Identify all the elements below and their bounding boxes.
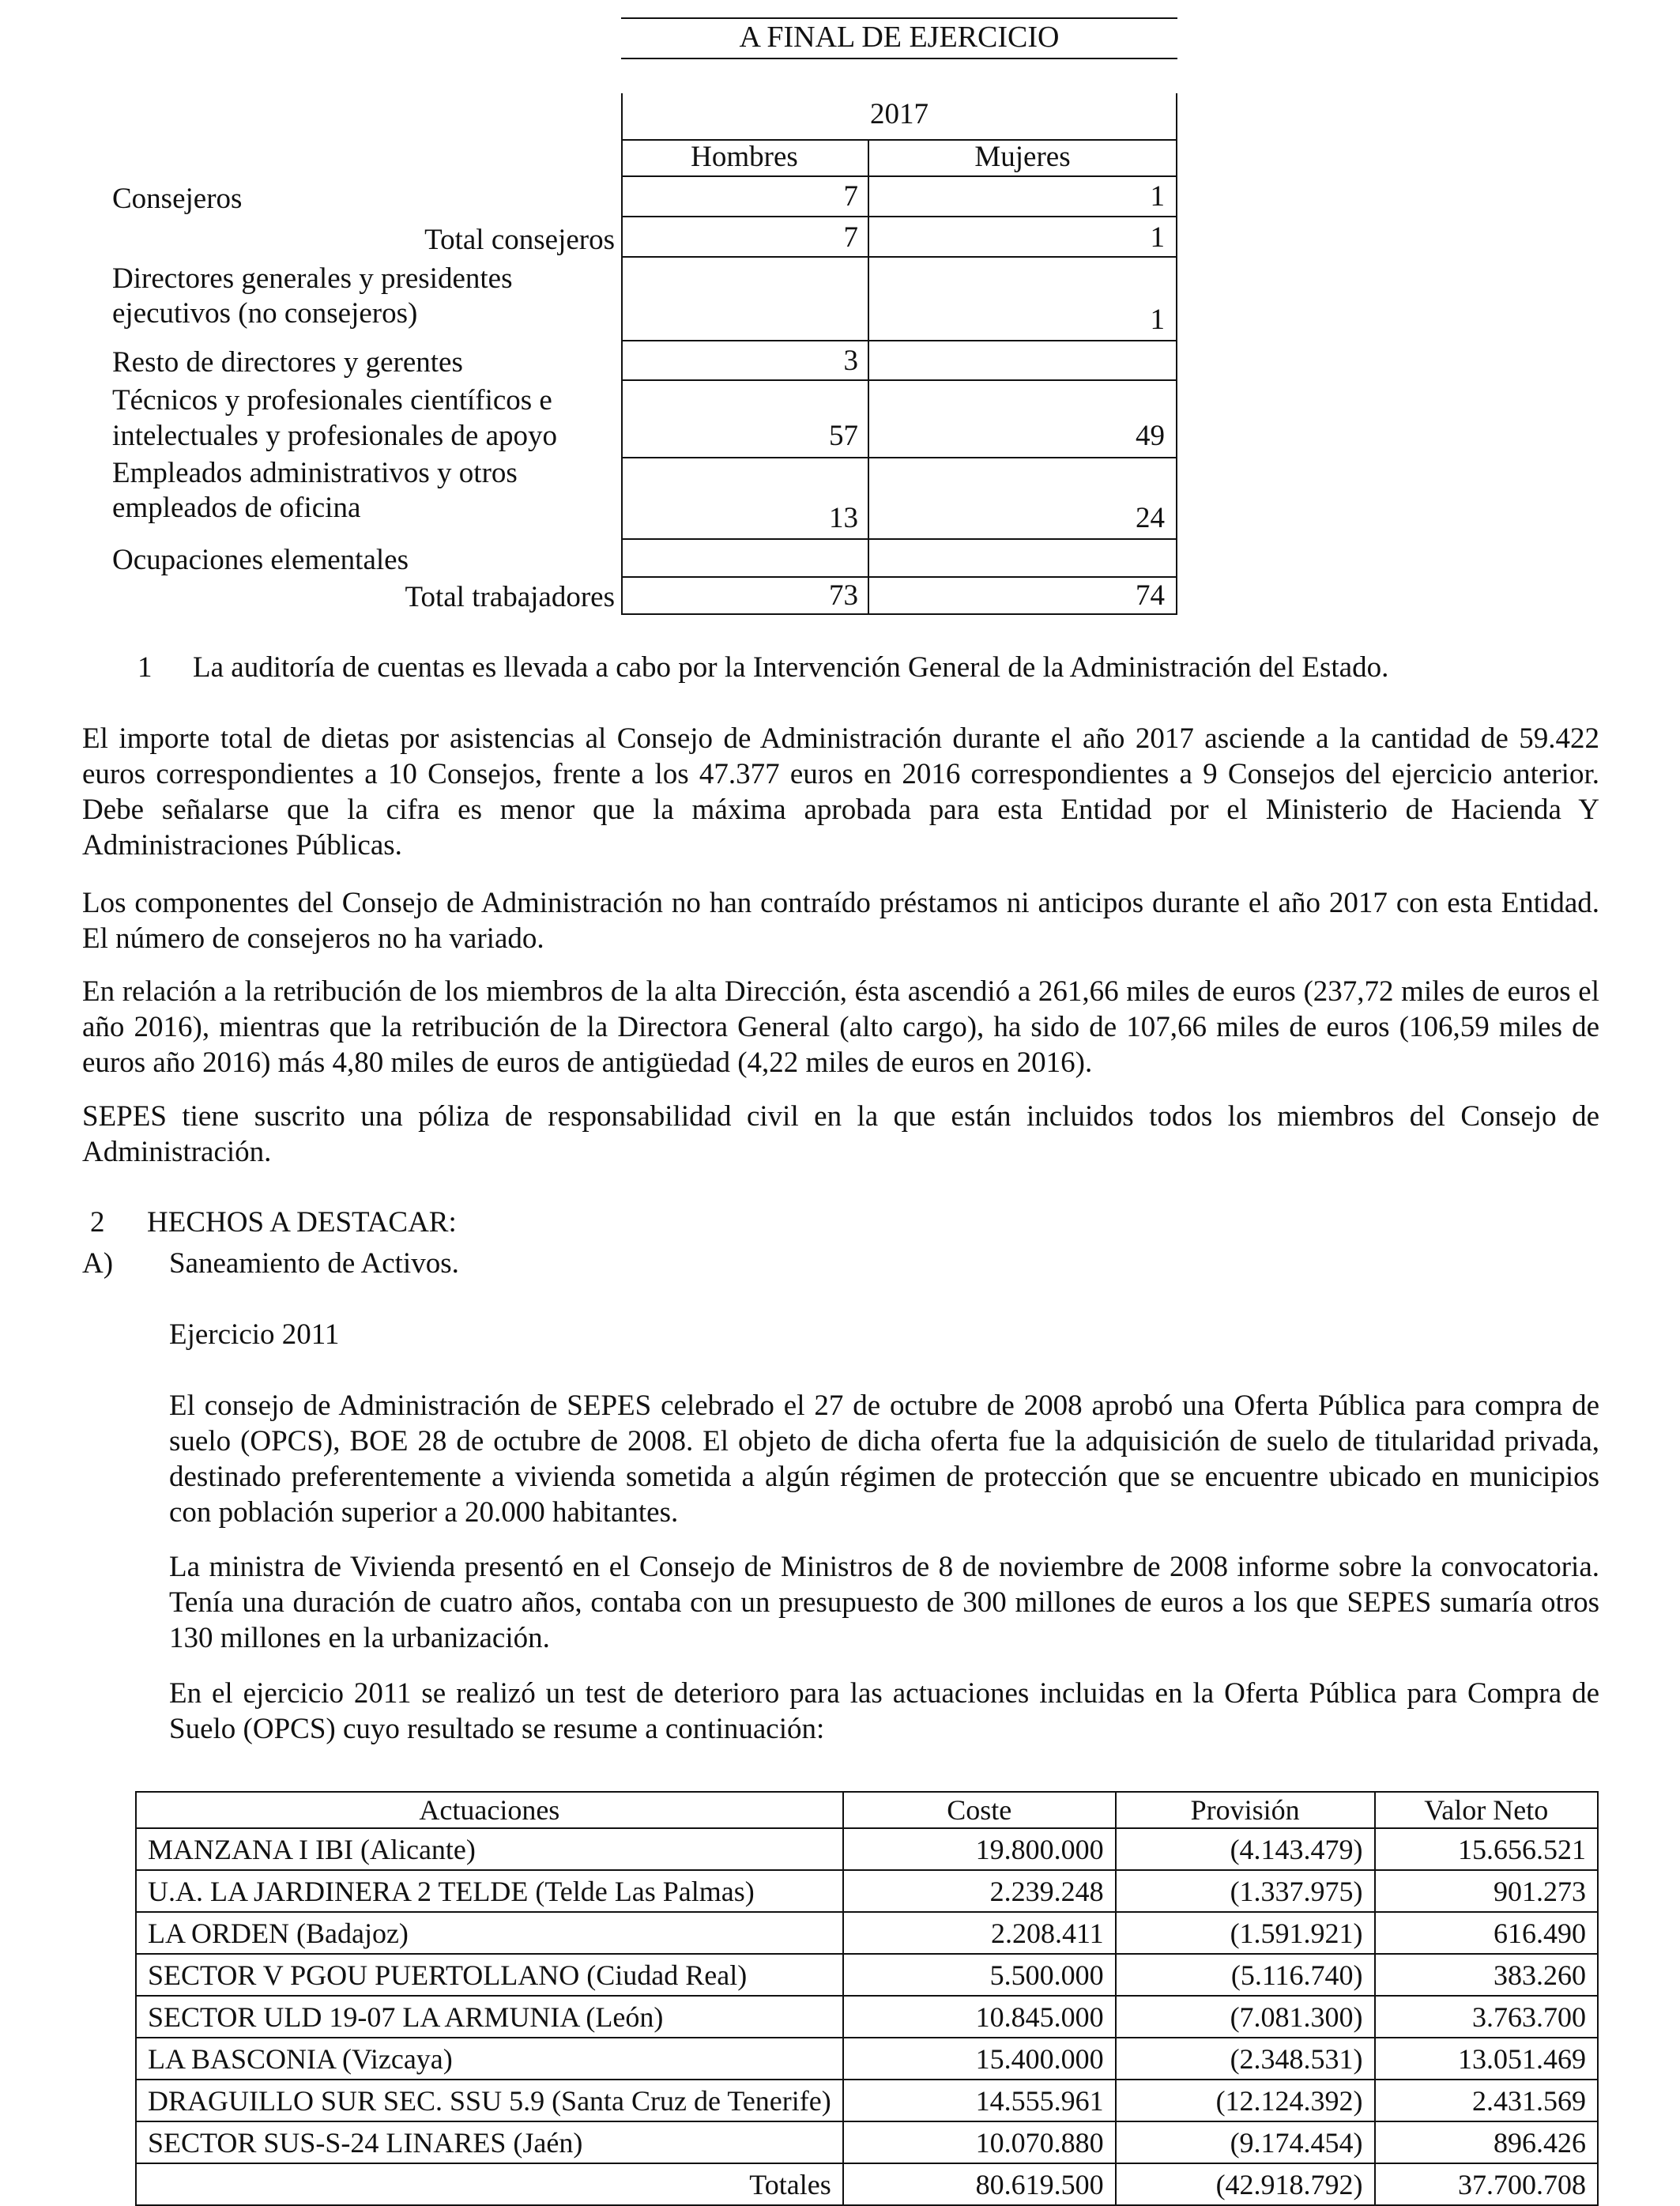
column-header-valor-neto: Valor Neto xyxy=(1375,1792,1598,1828)
row-label-total-trabajadores: Total trabajadores xyxy=(405,581,615,613)
total-coste: 80.619.500 xyxy=(843,2163,1116,2205)
table-row xyxy=(136,2038,1598,2080)
cell-actuacion: DRAGUILLO SUR SEC. SSU 5.9 (Santa Cruz de Tenerife) xyxy=(136,2080,843,2121)
total-provision: (42.918.792) xyxy=(1116,2163,1375,2205)
staff-table-grid xyxy=(621,93,1177,615)
cell-mujeres: 24 xyxy=(1136,502,1165,534)
cell-provision: (7.081.300) xyxy=(1116,1996,1375,2038)
cell-coste: 10.845.000 xyxy=(843,1996,1116,2038)
grid-hline xyxy=(621,457,1177,458)
year-heading: Ejercicio 2011 xyxy=(169,1318,340,1351)
cell-mujeres: 49 xyxy=(1136,420,1165,452)
cell-provision: (12.124.392) xyxy=(1116,2080,1375,2121)
paragraph-test-deterioro: En el ejercicio 2011 se realizó un test de deterioro para las actuaciones incluidas en la Oferta Pública para Compra de Suelo (OPCS) cuyo resultado se resume a continuación: xyxy=(169,1677,1599,1745)
cell-coste: 2.208.411 xyxy=(843,1912,1116,1954)
row-label-directores-2: ejecutivos (no consejeros) xyxy=(112,297,418,330)
cell-valor-neto: 616.490 xyxy=(1375,1912,1598,1954)
paragraph-dietas: El importe total de dietas por asistencias al Consejo de Administración durante el año 2017 asciende a la cantidad de 59.422 euros correspondientes a 10 Consejos, frente a los 47.377 euros en 2016 correspondientes a 9 Consejos del ejercicio anterior. Debe señalarse que la cifra es menor que la máxima aprobada para esta Entidad por el Ministerio de Hacienda Y Administraciones Públicas. xyxy=(82,722,1599,862)
column-header-coste: Coste xyxy=(843,1792,1116,1828)
cell-mujeres: 1 xyxy=(1150,180,1165,213)
column-header-hombres: Hombres xyxy=(691,141,798,173)
footnote-text: La auditoría de cuentas es llevada a cabo por la Intervención General de la Administración del Estado. xyxy=(193,651,1389,684)
cell-coste: 2.239.248 xyxy=(843,1870,1116,1912)
cell-actuacion: SECTOR ULD 19-07 LA ARMUNIA (León) xyxy=(136,1996,843,2038)
grid-hline xyxy=(621,175,1177,177)
cell-actuacion: MANZANA I IBI (Alicante) xyxy=(136,1828,843,1870)
paragraph-prestamos: Los componentes del Consejo de Administración no han contraído préstamos ni anticipos durante el año 2017 con esta Entidad. El número de consejeros no ha variado. xyxy=(82,887,1599,955)
grid-hline xyxy=(621,340,1177,341)
table-row xyxy=(136,2121,1598,2163)
cell-hombres: 57 xyxy=(829,420,858,452)
row-label-total-consejeros: Total consejeros xyxy=(424,224,615,256)
section-heading: A FINAL DE EJERCICIO xyxy=(739,21,1060,54)
table-row xyxy=(136,1996,1598,2038)
grid-hline xyxy=(621,538,1177,540)
footnote-marker: 1 xyxy=(137,651,153,684)
cell-valor-neto: 2.431.569 xyxy=(1375,2080,1598,2121)
row-label-directores-1: Directores generales y presidentes xyxy=(112,262,513,295)
column-header-mujeres: Mujeres xyxy=(974,141,1071,173)
cell-actuacion: LA BASCONIA (Vizcaya) xyxy=(136,2038,843,2080)
row-label-tecnicos-1: Técnicos y profesionales científicos e xyxy=(112,384,552,417)
cell-mujeres: 74 xyxy=(1136,579,1165,612)
cell-hombres: 7 xyxy=(843,221,858,254)
cell-provision: (2.348.531) xyxy=(1116,2038,1375,2080)
row-label-ocupaciones: Ocupaciones elementales xyxy=(112,544,409,576)
cell-hombres: 13 xyxy=(829,502,858,534)
row-label-resto-directores: Resto de directores y gerentes xyxy=(112,346,463,379)
table-header-row xyxy=(136,1792,1598,1828)
grid-hline xyxy=(621,256,1177,258)
totals-row xyxy=(136,2163,1598,2205)
cell-provision: (4.143.479) xyxy=(1116,1828,1375,1870)
grid-hline xyxy=(621,216,1177,217)
cell-coste: 14.555.961 xyxy=(843,2080,1116,2121)
cell-provision: (1.591.921) xyxy=(1116,1912,1375,1954)
cell-provision: (1.337.975) xyxy=(1116,1870,1375,1912)
cell-actuacion: SECTOR V PGOU PUERTOLLANO (Ciudad Real) xyxy=(136,1954,843,1996)
cell-hombres: 3 xyxy=(843,345,858,377)
column-header-provision: Provisión xyxy=(1116,1792,1375,1828)
grid-hline xyxy=(621,379,1177,381)
year-header: 2017 xyxy=(870,98,929,130)
paragraph-retribucion: En relación a la retribución de los miembros de la alta Dirección, ésta ascendió a 261,66 miles de euros (237,72 miles de euros el año 2016), mientras que la retribución de la Directora General (alto cargo), ha sido de 107,66 miles de euros (106,59 miles de euros año 2016) más 4,80 miles de euros de antigüedad (4,22 miles de euros en 2016). xyxy=(82,975,1599,1079)
cell-valor-neto: 15.656.521 xyxy=(1375,1828,1598,1870)
table-row xyxy=(136,1912,1598,1954)
cell-valor-neto: 3.763.700 xyxy=(1375,1996,1598,2038)
cell-actuacion: U.A. LA JARDINERA 2 TELDE (Telde Las Palmas) xyxy=(136,1870,843,1912)
cell-actuacion: SECTOR SUS-S-24 LINARES (Jaén) xyxy=(136,2121,843,2163)
total-valor-neto: 37.700.708 xyxy=(1375,2163,1598,2205)
cell-actuacion: LA ORDEN (Badajoz) xyxy=(136,1912,843,1954)
cell-hombres: 7 xyxy=(843,180,858,213)
section2-title: HECHOS A DESTACAR: xyxy=(147,1206,457,1239)
cell-valor-neto: 13.051.469 xyxy=(1375,2038,1598,2080)
table-row xyxy=(136,2080,1598,2121)
row-label-consejeros: Consejeros xyxy=(112,183,243,215)
table-row xyxy=(136,1954,1598,1996)
subsection-title: Saneamiento de Activos. xyxy=(169,1247,459,1280)
cell-valor-neto: 383.260 xyxy=(1375,1954,1598,1996)
row-label-tecnicos-2: intelectuales y profesionales de apoyo xyxy=(112,420,558,452)
cell-mujeres: 1 xyxy=(1150,304,1165,336)
heading-bottom-rule xyxy=(621,58,1177,59)
cell-valor-neto: 901.273 xyxy=(1375,1870,1598,1912)
cell-coste: 15.400.000 xyxy=(843,2038,1116,2080)
actuaciones-table xyxy=(135,1791,1599,2206)
cell-valor-neto: 896.426 xyxy=(1375,2121,1598,2163)
cell-coste: 5.500.000 xyxy=(843,1954,1116,1996)
cell-mujeres: 1 xyxy=(1150,221,1165,254)
row-label-empleados-2: empleados de oficina xyxy=(112,492,361,524)
totals-label: Totales xyxy=(136,2163,843,2205)
subsection-marker: A) xyxy=(82,1247,114,1280)
table-row xyxy=(136,1870,1598,1912)
cell-provision: (9.174.454) xyxy=(1116,2121,1375,2163)
section2-number: 2 xyxy=(90,1206,105,1239)
column-header-actuaciones: Actuaciones xyxy=(136,1792,843,1828)
paragraph-ministra: La ministra de Vivienda presentó en el Consejo de Ministros de 8 de noviembre de 2008 informe sobre la convocatoria. Tenía una duración de cuatro años, contaba con un presupuesto de 300 millones de euros a los que SEPES sumaría otros 130 millones en la urbanización. xyxy=(169,1551,1599,1654)
paragraph-consejo: El consejo de Administración de SEPES celebrado el 27 de octubre de 2008 aprobó una Oferta Pública para compra de suelo (OPCS), BOE 28 de octubre de 2008. El objeto de dicha oferta fue la adquisición de suelo de titularidad privada, destinado preferentemente a vivienda sometida a algún régimen de protección que se encuentre ubicado en municipios con población superior a 20.000 habitantes. xyxy=(169,1390,1599,1529)
cell-hombres: 73 xyxy=(829,579,858,612)
row-label-empleados-1: Empleados administrativos y otros xyxy=(112,457,518,489)
grid-hline xyxy=(621,613,1177,615)
paragraph-poliza: SEPES tiene suscrito una póliza de responsabilidad civil en la que están incluidos todos los miembros del Consejo de Administración. xyxy=(82,1100,1599,1168)
table-row xyxy=(136,1828,1598,1870)
cell-provision: (5.116.740) xyxy=(1116,1954,1375,1996)
cell-coste: 19.800.000 xyxy=(843,1828,1116,1870)
cell-coste: 10.070.880 xyxy=(843,2121,1116,2163)
